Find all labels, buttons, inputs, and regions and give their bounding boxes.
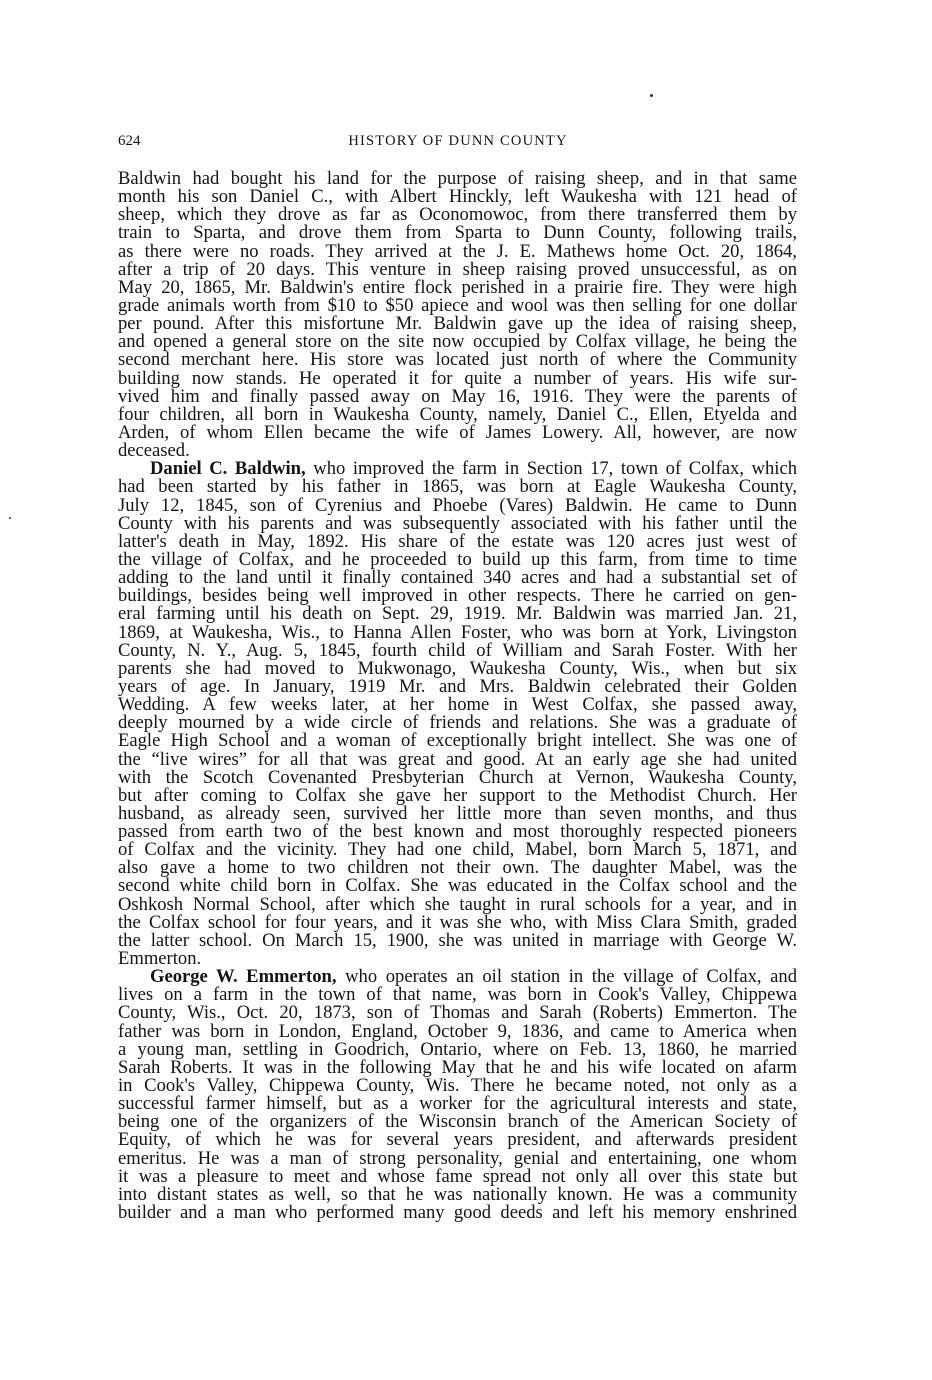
line-text: the “live wires” for all that was great and good. At an early age she had united	[118, 748, 797, 770]
line-text: builder and a man who performed many good deeds and left his memory enshrined	[118, 1202, 797, 1224]
line-text: as there were no roads. They arrived at the J. E. Mathews home Oct. 20, 1864,	[118, 240, 797, 262]
line-text: but after coming to Colfax she gave her support to the Methodist Church. Her	[118, 784, 797, 806]
line-text: Arden, of whom Ellen became the wife of James Lowery. All, however, are now	[118, 421, 797, 443]
line-text: into distant states as well, so that he was nationally known. He was a community	[118, 1183, 797, 1205]
line-text: the village of Colfax, and he proceeded to build up this farm, from time to time	[118, 548, 797, 570]
line-text: with the Scotch Covenanted Presbyterian Church at Vernon, Waukesha County,	[118, 766, 797, 788]
line-text: Eagle High School and a woman of exceptionally bright intellect. She was one of	[118, 730, 797, 752]
line-text: who improved the farm in Section 17, town of Colfax, which	[305, 458, 797, 480]
line-text: after a trip of 20 days. This venture in sheep raising proved unsuccessful, as on	[118, 258, 797, 280]
line-text: in Cook's Valley, Chippewa County, Wis. There he became noted, not only as a	[118, 1075, 797, 1097]
line-text: per pound. After this misfortune Mr. Baldwin gave up the idea of raising sheep,	[118, 313, 797, 335]
line-text: successful farmer himself, but as a worker for the agricultural interests and state,	[118, 1093, 797, 1115]
line-text: emeritus. He was a man of strong personality, genial and entertaining, one whom	[118, 1147, 797, 1169]
line-text: who operates an oil station in the village of Colfax, and	[336, 966, 797, 988]
page-header	[118, 133, 798, 159]
line-text: month his son Daniel C., with Albert Hinckly, left Waukesha with 121 head of	[118, 186, 797, 208]
line-text: Baldwin had bought his land for the purpose of raising sheep, and in that same	[118, 168, 797, 189]
line-text: Sarah Roberts. It was in the following May that he and his wife located on afarm	[118, 1056, 797, 1078]
line-text: second white child born in Colfax. She was educated in the Colfax school and the	[118, 875, 797, 897]
speck-mark	[650, 94, 653, 97]
line-text: being one of the organizers of the Wisconsin branch of the American Society of	[118, 1111, 797, 1133]
speck-mark	[9, 517, 11, 519]
line-text: July 12, 1845, son of Cyrenius and Phoebe (Vares) Baldwin. He came to Dunn	[118, 494, 797, 516]
line-text: had been started by his father in 1865, was born at Eagle Waukesha County,	[118, 476, 797, 498]
line-text: passed from earth two of the best known and most thoroughly respected pioneers	[118, 821, 797, 843]
line-text: train to Sparta, and drove them from Sparta to Dunn County, following trails,	[118, 222, 797, 244]
line-text: eral farming until his death on Sept. 29, 1919. Mr. Baldwin was married Jan. 21,	[118, 603, 797, 625]
entry-name: George W. Emmerton,	[150, 966, 337, 988]
line-text: deeply mourned by a wide circle of friends and relations. She was a graduate of	[118, 712, 797, 734]
line-text: County with his parents and was subsequently associated with his father until the	[118, 512, 797, 534]
line-text: buildings, besides being well improved in other respects. There he carried on gen-	[118, 585, 797, 607]
line-text: vived him and finally passed away on May 16, 1916. They were the parents of	[118, 385, 797, 407]
line-text: husband, as already seen, survived her little more than seven months, and thus	[118, 802, 797, 824]
line-text: Wedding. A few weeks later, at her home in West Colfax, she passed away,	[118, 694, 797, 716]
line-text: May 20, 1865, Mr. Baldwin's entire flock perished in a prairie fire. They were high	[118, 276, 797, 298]
line-text: it was a pleasure to meet and whose fame spread not only all over this state but	[118, 1165, 797, 1187]
entry-name: Daniel C. Baldwin,	[150, 458, 306, 480]
line-text: a young man, settling in Goodrich, Ontario, where on Feb. 13, 1860, he married	[118, 1038, 797, 1060]
running-head: HISTORY OF DUNN COUNTY	[348, 133, 568, 149]
line-text: also gave a home to two children not their own. The daughter Mabel, was the	[118, 857, 797, 879]
line-text: 1869, at Waukesha, Wis., to Hanna Allen Foster, who was born at York, Livingston	[118, 621, 797, 643]
text-line	[118, 929, 797, 951]
line-text: building now stands. He operated it for quite a number of years. His wife sur-	[118, 367, 797, 389]
line-text: and opened a general store on the site now occupied by Colfax village, he being the	[118, 331, 797, 353]
line-text: County, Wis., Oct. 20, 1873, son of Thomas and Sarah (Roberts) Emmerton. The	[118, 1002, 797, 1024]
line-text: adding to the land until it finally contained 340 acres and had a substantial set of	[118, 567, 797, 589]
text-line	[118, 421, 797, 443]
line-text: latter's death in May, 1892. His share of the estate was 120 acres just west of	[118, 530, 797, 552]
line-text: years of age. In January, 1919 Mr. and Mrs. Baldwin celebrated their Golden	[118, 675, 797, 697]
line-text: lives on a farm in the town of that name, was born in Cook's Valley, Chippewa	[118, 984, 797, 1006]
line-text: grade animals worth from $10 to $50 apiece and wool was then selling for one dollar	[118, 294, 797, 316]
line-text: four children, all born in Waukesha County, namely, Daniel C., Ellen, Etyelda and	[118, 403, 797, 425]
line-text: father was born in London, England, October 9, 1836, and came to America when	[118, 1020, 797, 1042]
line-text: Equity, of which he was for several years president, and afterwards president	[118, 1129, 797, 1151]
line-text: sheep, which they drove as far as Oconomowoc, from there transferred them by	[118, 204, 797, 226]
line-text: Emmerton.	[118, 948, 202, 970]
line-text: parents she had moved to Mukwonago, Waukesha County, Wis., when but six	[118, 657, 797, 679]
line-text: deceased.	[118, 440, 190, 462]
line-text: of Colfax and the vicinity. They had one child, Mabel, born March 5, 1871, and	[118, 839, 797, 861]
line-text: the Colfax school for four years, and it was she who, with Miss Clara Smith, graded	[118, 911, 797, 933]
text-line	[118, 1204, 797, 1222]
body-text	[118, 170, 797, 1222]
line-text: the latter school. On March 15, 1900, she was united in marriage with George W.	[118, 929, 797, 951]
line-text: County, N. Y., Aug. 5, 1845, fourth child of William and Sarah Foster. With her	[118, 639, 797, 661]
line-text: Oshkosh Normal School, after which she taught in rural schools for a year, and in	[118, 893, 797, 915]
line-text: second merchant here. His store was located just north of where the Community	[118, 349, 797, 371]
page-number: 624	[118, 133, 141, 149]
